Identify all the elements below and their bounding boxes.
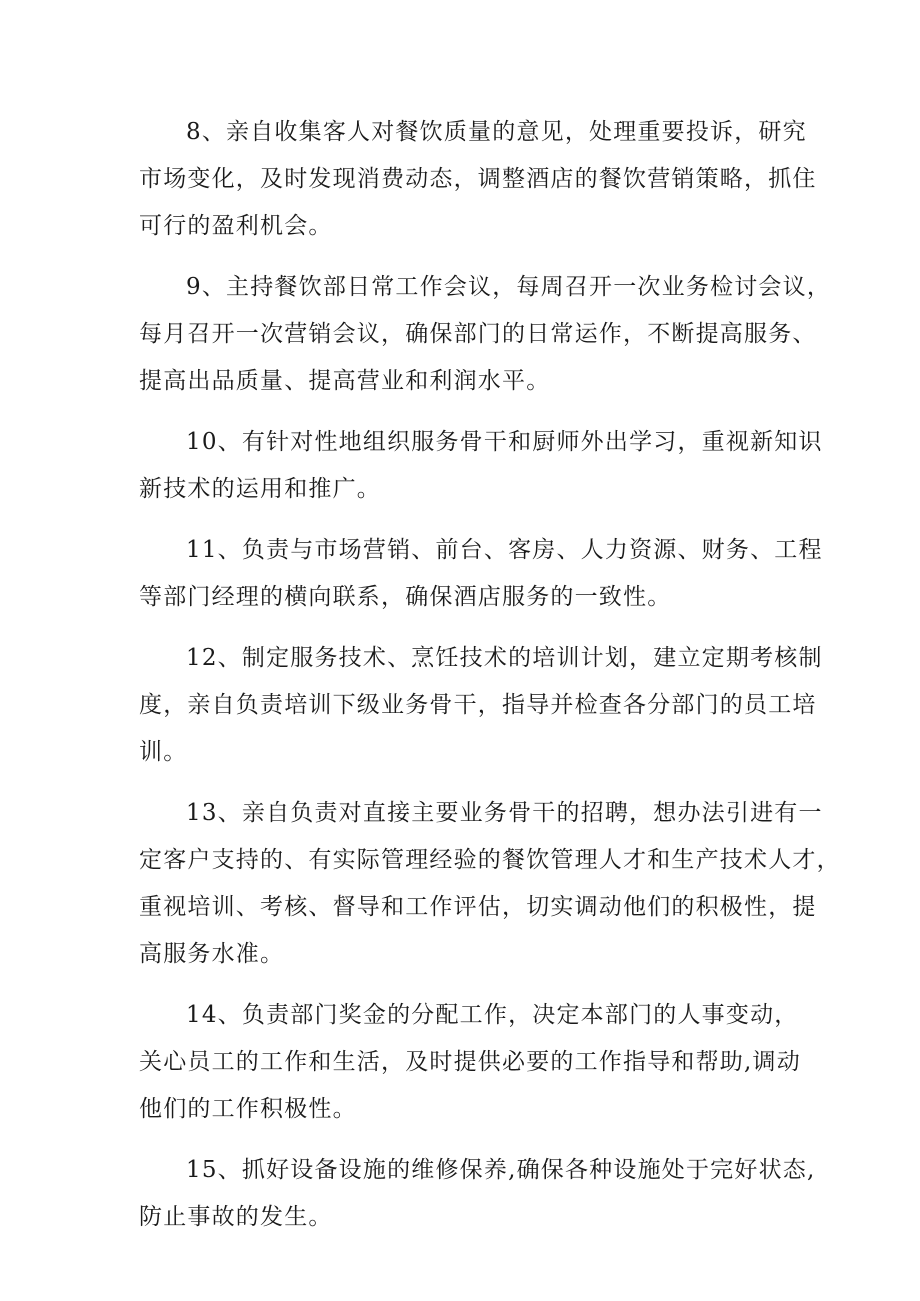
paragraph-line: 训。 xyxy=(139,739,188,765)
paragraph-line: 每月召开一次营销会议，确保部门的日常运作，不断提高服务、 xyxy=(139,321,817,347)
paragraph-line: 度，亲自负责培训下级业务骨干，指导并检查各分部门的员工培 xyxy=(139,692,817,718)
paragraph-line: 新技术的运用和推广。 xyxy=(139,476,381,502)
paragraph-item-8 xyxy=(139,109,817,250)
paragraph-line: 高服务水准。 xyxy=(139,941,285,967)
paragraph-item-15 xyxy=(139,1147,816,1241)
paragraph-line: 13、亲自负责对直接主要业务骨干的招聘，想办法引进有一 xyxy=(186,800,823,826)
paragraph-line: 14、负责部门奖金的分配工作，决定本部门的人事变动， xyxy=(186,1002,799,1028)
paragraph-line: 等部门经理的横向联系，确保酒店服务的一致性。 xyxy=(139,584,672,610)
paragraph-line: 10、有针对性地组织服务骨干和厨师外出学习，重视新知识 xyxy=(186,429,823,455)
paragraph-line: 关心员工的工作和生活，及时提供必要的工作指导和帮助,调动 xyxy=(139,1049,801,1075)
paragraph-line: 重视培训、考核、督导和工作评估，切实调动他们的积极性，提 xyxy=(139,894,817,920)
paragraph-line: 他们的工作积极性。 xyxy=(139,1096,357,1122)
paragraph-line: 定客户支持的、有实际管理经验的餐饮管理人才和生产技术人才， xyxy=(139,847,841,873)
paragraph-item-14 xyxy=(139,992,799,1133)
paragraph-line: 提高出品质量、提高营业和利润水平。 xyxy=(139,368,551,394)
paragraph-item-12 xyxy=(139,635,823,776)
document-body xyxy=(139,109,841,1255)
paragraph-item-11 xyxy=(139,527,823,621)
paragraph-line: 11、负责与市场营销、前台、客房、人力资源、财务、工程 xyxy=(186,537,823,563)
paragraph-line: 8、亲自收集客人对餐饮质量的意见，处理重要投诉，研究 xyxy=(186,119,807,145)
paragraph-line: 9、主持餐饮部日常工作会议，每周召开一次业务检讨会议， xyxy=(186,274,832,300)
paragraph-line: 15、抓好设备设施的维修保养,确保各种设施处于完好状态, xyxy=(186,1157,816,1183)
paragraph-line: 12、制定服务技术、烹饪技术的培训计划，建立定期考核制 xyxy=(186,645,823,671)
paragraph-item-9 xyxy=(139,264,832,405)
paragraph-line: 可行的盈利机会。 xyxy=(139,213,333,239)
paragraph-item-10 xyxy=(139,419,823,513)
paragraph-line: 防止事故的发生。 xyxy=(139,1204,333,1230)
paragraph-item-13 xyxy=(139,790,841,978)
paragraph-line: 市场变化，及时发现消费动态，调整酒店的餐饮营销策略，抓住 xyxy=(139,166,817,192)
